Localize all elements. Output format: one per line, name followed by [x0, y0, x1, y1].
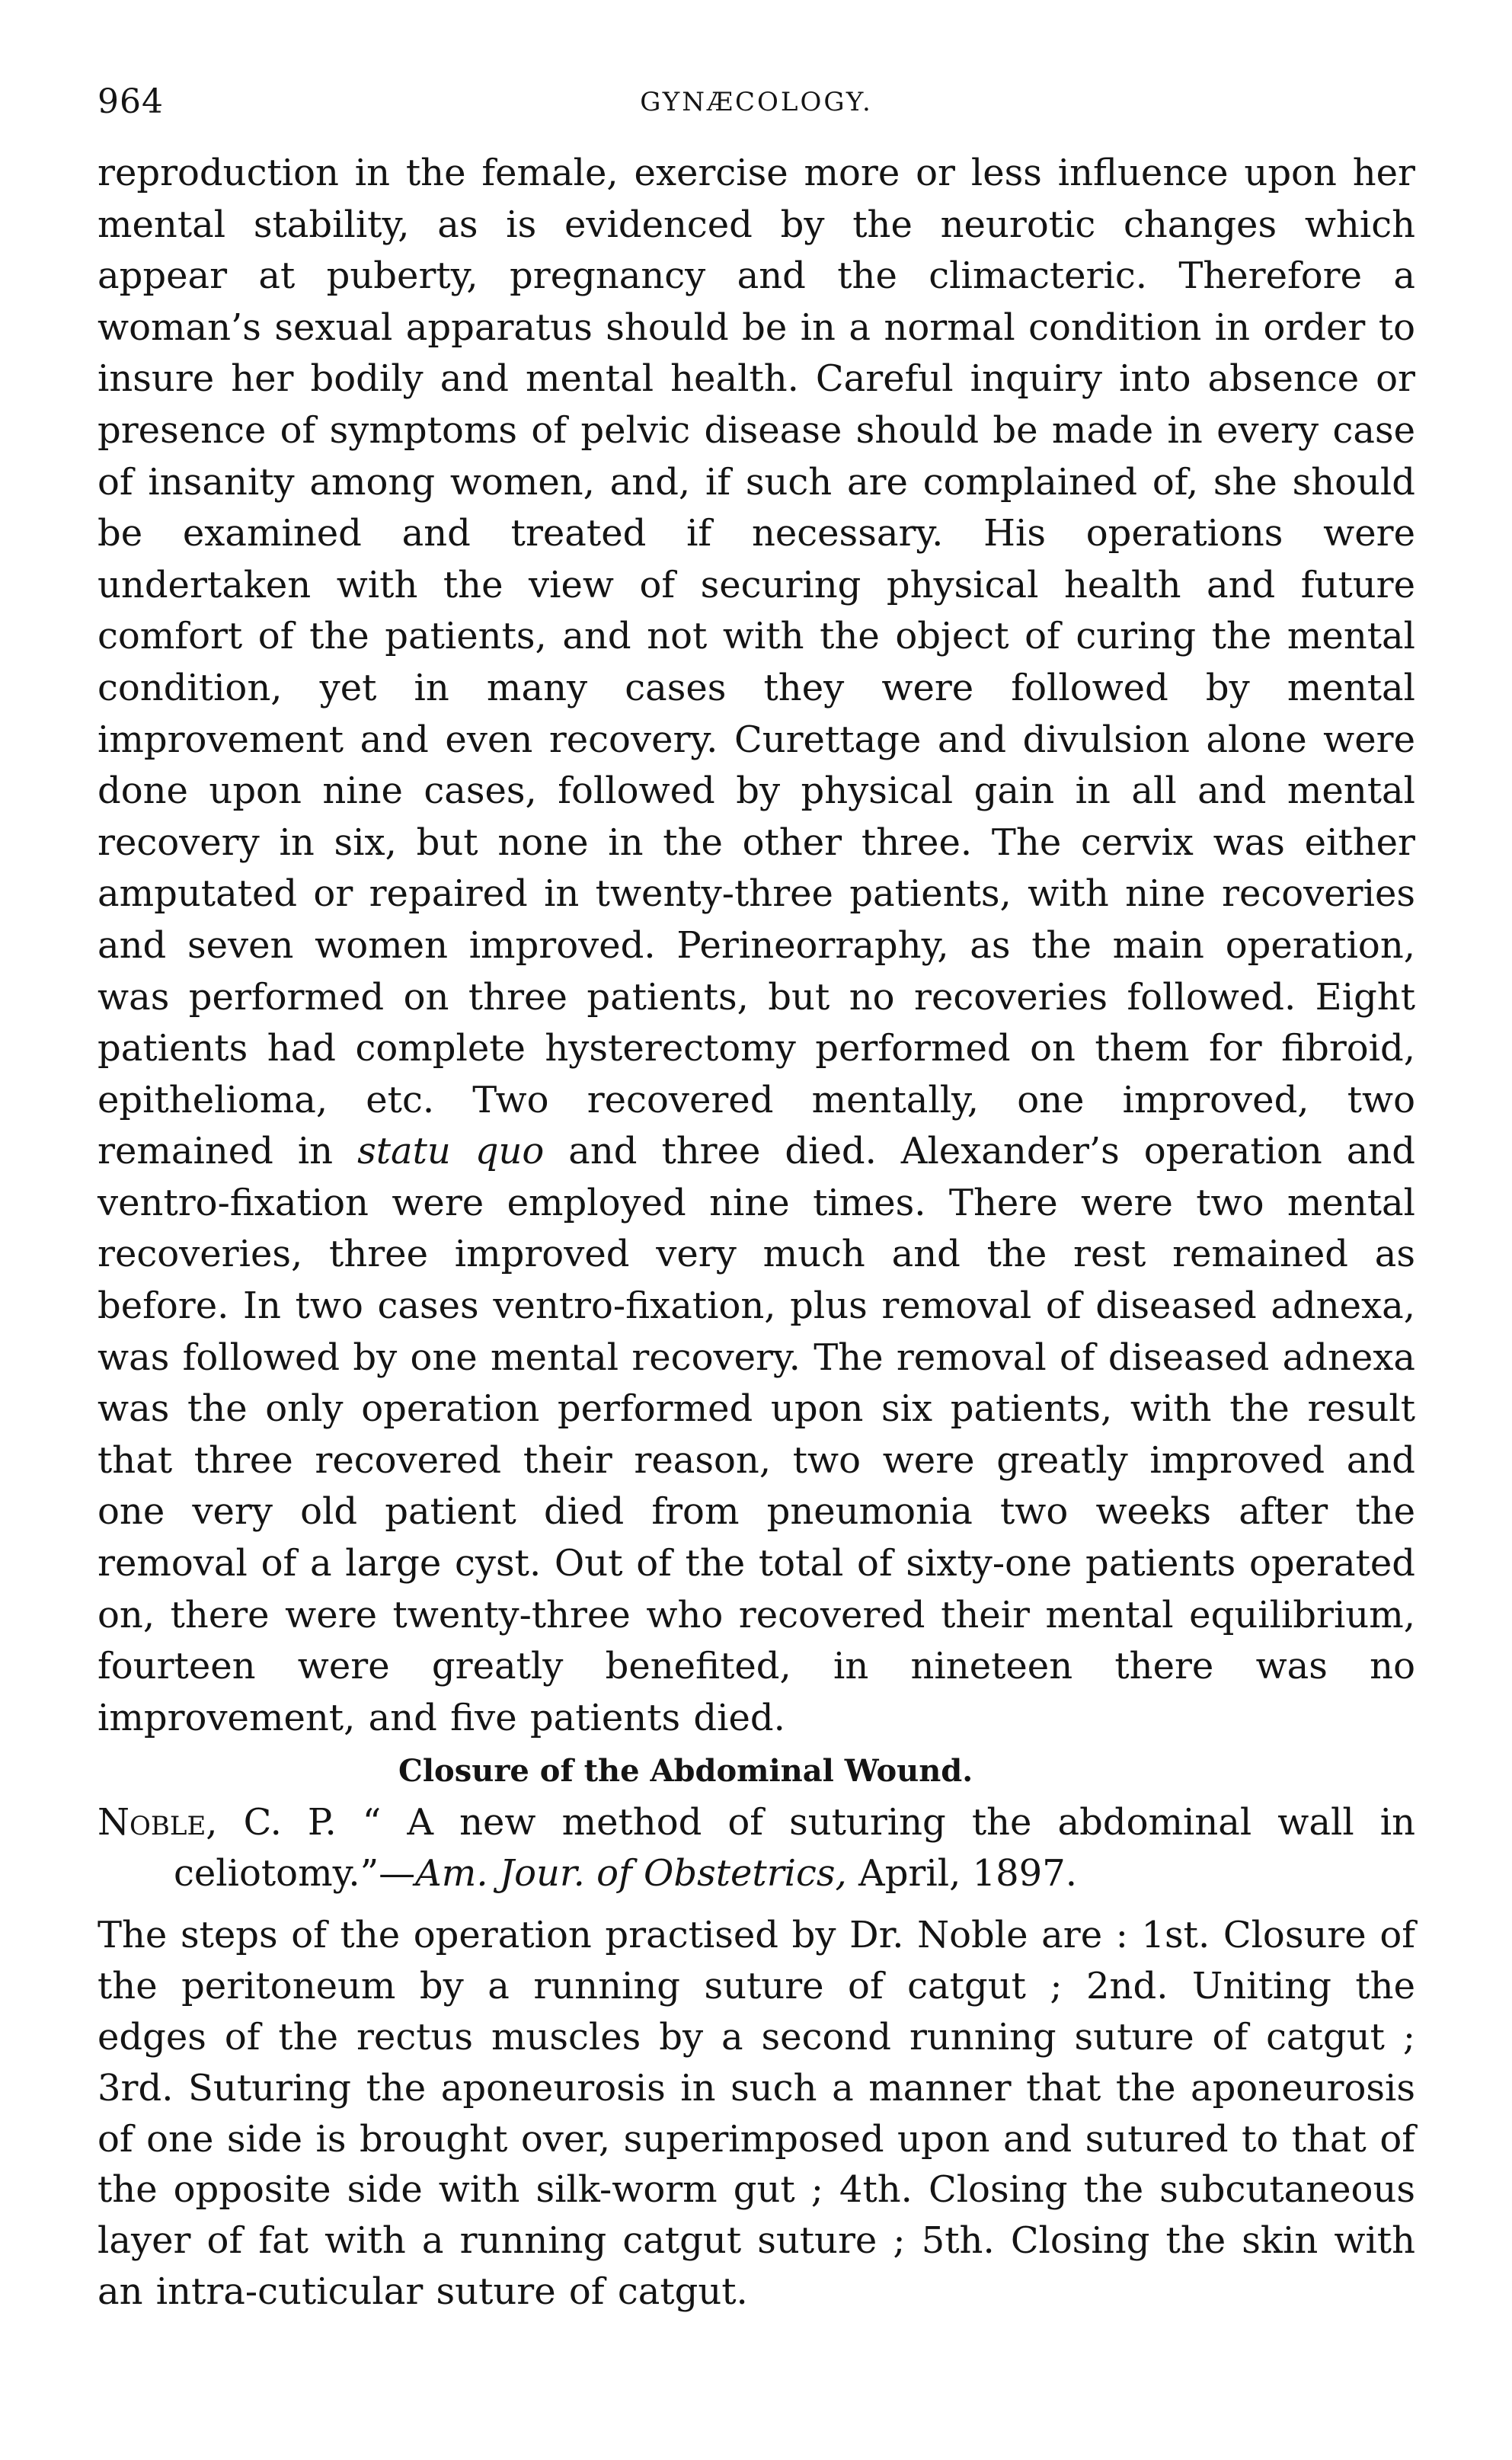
paragraph-text-continued: and three died. Alexander’s operation and ventro-fixation were employed nine times. There were two mental recoveries, three improved very much and the rest remained as before. In two cases ventro-fixation, plus removal of diseased adnexa, was followed by one mental recovery. The removal of diseased adnexa was the only operation performed upon six patients, with the result that three recovered their reason, two were greatly improved and one very old patient died from pneumonia two weeks after the removal of a large cyst. Out of the total of sixty-one patients operated on, there were twenty-three who recovered their mental equilibrium, fourteen were greatly benefited, in nineteen there was no improvement, and five patients died. [97, 1130, 1415, 1739]
citation-title: “ A new method of suturing the abdominal wall in celiotomy.”— [174, 1801, 1415, 1895]
body-paragraph-operation-steps: The steps of the operation practised by Dr. Noble are : 1st. Closure of the peritoneum by a running suture of catgut ; 2nd. Uniting the edges of the rectus muscles by a second running suture of catgut ; 3rd. Suturing the aponeurosis in such a manner that the aponeurosis of one side is brought over, superimposed upon and sutured to that of the opposite side with silk-worm gut ; 4th. Closing the subcutaneous layer of fat with a running catgut suture ; 5th. Closing the skin with an intra-cuticular suture of catgut. [97, 1914, 1415, 2313]
paragraph-text: reproduction in the female, exercise more or less influence upon her mental stability, as is evidenced by the neurotic changes which appear at puberty, pregnancy and the climacteric. Therefore a woman’s sexual apparatus should be in a normal condition in order to insure her bodily and mental health. Careful inquiry into absence or presence of symptoms of pelvic disease should be made in every case of insanity among women, and, if such are complained of, she should be examined and treated if necessary. His operations were undertaken with the view of securing physical health and future comfort of the patients, and not with the object of curing the mental condition, yet in many cases they were followed by mental improvement and even recovery. Curettage and divulsion alone were done upon nine cases, followed by physical gain in all and mental recovery in six, but none in the other three. The cervix was either amputated or repaired in twenty-three patients, with nine recoveries and seven women improved. Perineorraphy, as the main operation, was performed on three patients, but no recoveries followed. Eight patients had complete hysterectomy performed on them for fibroid, epithelioma, etc. Two recovered mentally, one improved, two remained in [97, 152, 1415, 1173]
citation-date: April, 1897. [858, 1852, 1077, 1895]
italic-latin-phrase: statu quo [357, 1130, 545, 1173]
bibliographic-citation [97, 1797, 1415, 1899]
section-heading: Closure of the Abdominal Wound. [398, 1753, 973, 1790]
running-title: GYNÆCOLOGY. [640, 87, 873, 117]
running-head [97, 82, 1415, 143]
citation-journal: Am. Jour. of Obstetrics, [415, 1852, 847, 1895]
body-paragraph-insanity-operations [97, 148, 1415, 1744]
page-number: 964 [97, 82, 164, 121]
book-page [97, 82, 1415, 2318]
citation-author: Noble, C. P. [97, 1801, 337, 1844]
